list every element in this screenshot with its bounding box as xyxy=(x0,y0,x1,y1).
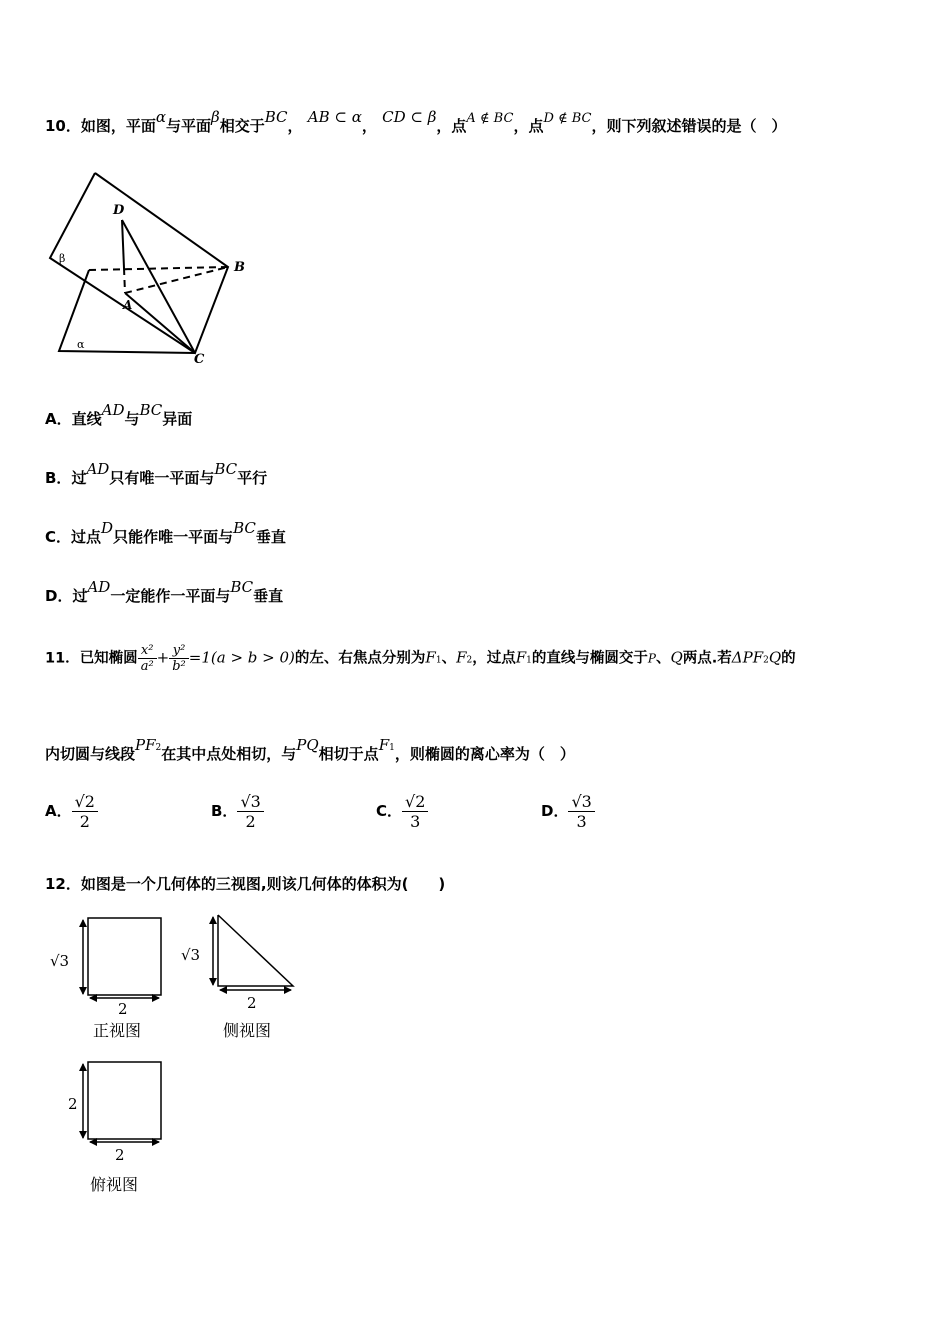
q11-text: 内切圆与线段 xyxy=(45,745,136,763)
q10-text: ，点 xyxy=(513,117,544,135)
segment-ab xyxy=(125,267,228,293)
q11-text: 在其中点处相切，与 xyxy=(161,745,297,763)
segment-pf2 xyxy=(135,736,161,754)
option-fraction xyxy=(402,792,428,831)
top-width-label: 2 xyxy=(115,1146,125,1164)
subscript: 2 xyxy=(763,655,769,666)
segment-pq: PQ xyxy=(296,736,319,754)
q11-text: 两点.若 xyxy=(682,650,732,667)
option-text: 一定能作一平面与 xyxy=(110,587,231,605)
q11-text: 相切于点 xyxy=(318,745,379,763)
front-view-caption: 正视图 xyxy=(93,1021,142,1040)
q10-option-a[interactable] xyxy=(45,401,193,429)
option-key: D． xyxy=(541,802,569,820)
frac-num: x² xyxy=(138,643,157,659)
front-view-rect xyxy=(88,918,161,995)
frac-den: 2 xyxy=(245,812,256,831)
side-width-label: 2 xyxy=(247,994,257,1012)
side-view-caption: 侧视图 xyxy=(223,1021,272,1040)
subscript: 2 xyxy=(155,743,162,753)
q10-text: ，点 xyxy=(436,117,467,135)
cd-in-beta: CD ⊂ β xyxy=(382,108,437,126)
side-height-label: √3 xyxy=(181,946,201,964)
label-beta: β xyxy=(59,252,66,265)
math-text: PF xyxy=(135,736,156,754)
option-key: A． xyxy=(45,410,72,428)
q11-number: 11． xyxy=(45,650,80,667)
segment-da-hidden xyxy=(124,268,125,293)
label-b: B xyxy=(234,260,245,275)
focus-f1: F xyxy=(425,648,436,667)
option-text: 直线 xyxy=(71,410,102,428)
focus-f1: F xyxy=(515,648,527,667)
frac-num: √2 xyxy=(72,792,98,812)
q10-option-c[interactable] xyxy=(45,519,286,547)
subscript: 2 xyxy=(466,655,473,666)
option-text: 垂直 xyxy=(253,587,284,605)
frac-num: √2 xyxy=(402,792,428,812)
q10-stem xyxy=(45,108,787,136)
d-not-in-bc: D ∉ BC xyxy=(543,111,592,126)
q10-text: ， xyxy=(287,117,303,135)
option-key: D． xyxy=(45,587,73,605)
top-view-caption: 俯视图 xyxy=(90,1175,139,1194)
option-fraction xyxy=(237,792,263,831)
label-c: C xyxy=(194,352,205,367)
q10-text: 相交于 xyxy=(219,117,265,135)
option-math: BC xyxy=(139,401,163,419)
frac-num: √3 xyxy=(237,792,263,812)
q11-option-c[interactable] xyxy=(376,792,428,831)
option-text: 只有唯一平面与 xyxy=(109,469,215,487)
q10-text: ，则下列叙述错误的是（ ） xyxy=(591,117,787,135)
subscript: 1 xyxy=(526,655,532,666)
frac-den: 3 xyxy=(576,812,587,831)
label-alpha: α xyxy=(77,338,85,351)
frac-den: 2 xyxy=(79,812,90,831)
subscript: 1 xyxy=(435,655,442,666)
q11-option-b[interactable] xyxy=(211,792,264,831)
line-bc: BC xyxy=(264,108,288,126)
option-text: 过 xyxy=(72,587,88,605)
q12-stem: 12．如图是一个几何体的三视图,则该几何体的体积为( ) xyxy=(45,875,446,893)
q11-text: 、 xyxy=(441,650,457,667)
q11-stem-line1 xyxy=(45,643,796,674)
q11-text: 的直线与椭圆交于 xyxy=(531,650,648,667)
q11-option-a[interactable] xyxy=(45,792,98,831)
side-view-triangle xyxy=(218,915,293,986)
front-height-label: √3 xyxy=(50,952,70,970)
segment-da-solid xyxy=(122,220,124,268)
option-math: AD xyxy=(101,401,125,419)
option-text: 平行 xyxy=(237,469,268,487)
option-text: 过点 xyxy=(71,528,102,546)
label-d: D xyxy=(113,203,125,218)
frac-den: b² xyxy=(172,659,186,674)
focus-f2: F xyxy=(456,648,467,667)
option-key: B． xyxy=(45,469,72,487)
option-math: BC xyxy=(214,460,238,478)
q10-text: 与平面 xyxy=(166,117,212,135)
triangle-pf2q: ΔPF xyxy=(731,648,764,667)
q11-text: 的左、右焦点分别为 xyxy=(294,650,426,667)
frac-num: y² xyxy=(169,643,189,659)
q10-option-d[interactable] xyxy=(45,578,284,606)
option-text: 与 xyxy=(124,410,140,428)
point-q: Q xyxy=(670,648,683,667)
option-key: B． xyxy=(211,802,238,820)
option-key: C． xyxy=(45,528,72,546)
plane-beta-outline xyxy=(50,173,228,353)
frac-num: √3 xyxy=(568,792,594,812)
q11-text: ，则椭圆的离心率为（ ） xyxy=(394,745,575,763)
q10-option-b[interactable] xyxy=(45,460,268,488)
frac-den: a² xyxy=(140,659,154,674)
side-view xyxy=(181,915,293,1040)
option-fraction xyxy=(568,792,594,831)
triangle-q: Q xyxy=(768,648,782,667)
q10-figure xyxy=(45,168,255,368)
point-f1 xyxy=(379,736,395,754)
front-width-label: 2 xyxy=(118,1000,128,1018)
top-view-rect xyxy=(88,1062,161,1139)
option-math: AD xyxy=(86,460,110,478)
subscript: 1 xyxy=(389,743,395,753)
top-view xyxy=(68,1062,161,1194)
fraction-y2-b2 xyxy=(169,643,189,674)
segment-dc xyxy=(122,220,195,353)
plane-beta: β xyxy=(211,108,220,126)
option-key: A． xyxy=(45,802,72,820)
option-math: D xyxy=(101,519,114,537)
q12-three-views xyxy=(45,910,305,1200)
q11-text: 、 xyxy=(655,650,671,667)
label-a: A xyxy=(123,298,133,312)
q10-text: ， xyxy=(361,117,377,135)
option-text: 垂直 xyxy=(255,528,286,546)
option-text: 只能作唯一平面与 xyxy=(113,528,234,546)
fraction-x2-a2 xyxy=(138,643,157,674)
q10-number: 10． xyxy=(45,117,81,135)
ellipse-condition: =1(a > b > 0) xyxy=(188,648,295,667)
q10-text: 如图，平面 xyxy=(80,117,156,135)
q11-stem-line2 xyxy=(45,736,575,764)
a-not-in-bc: A ∉ BC xyxy=(466,111,514,126)
option-fraction xyxy=(72,792,98,831)
ab-in-alpha: AB ⊂ α xyxy=(307,108,362,126)
plane-alpha: α xyxy=(155,108,167,126)
point-p: P xyxy=(647,651,656,666)
segment-ac xyxy=(125,293,195,353)
q11-text: 的 xyxy=(781,650,796,667)
hidden-edge xyxy=(89,267,228,270)
option-text: 异面 xyxy=(162,410,193,428)
math-text: F xyxy=(378,736,390,754)
option-math: BC xyxy=(230,578,254,596)
q11-text: ，过点 xyxy=(472,650,516,667)
option-text: 过 xyxy=(71,469,87,487)
front-view xyxy=(50,918,161,1040)
q11-text: 已知椭圆 xyxy=(79,650,138,667)
q11-option-d[interactable] xyxy=(541,792,595,831)
top-height-label: 2 xyxy=(68,1095,78,1113)
option-math: AD xyxy=(87,578,111,596)
option-key: C． xyxy=(376,802,403,820)
frac-den: 3 xyxy=(410,812,421,831)
option-math: BC xyxy=(233,519,256,537)
plus-sign: + xyxy=(156,648,170,667)
